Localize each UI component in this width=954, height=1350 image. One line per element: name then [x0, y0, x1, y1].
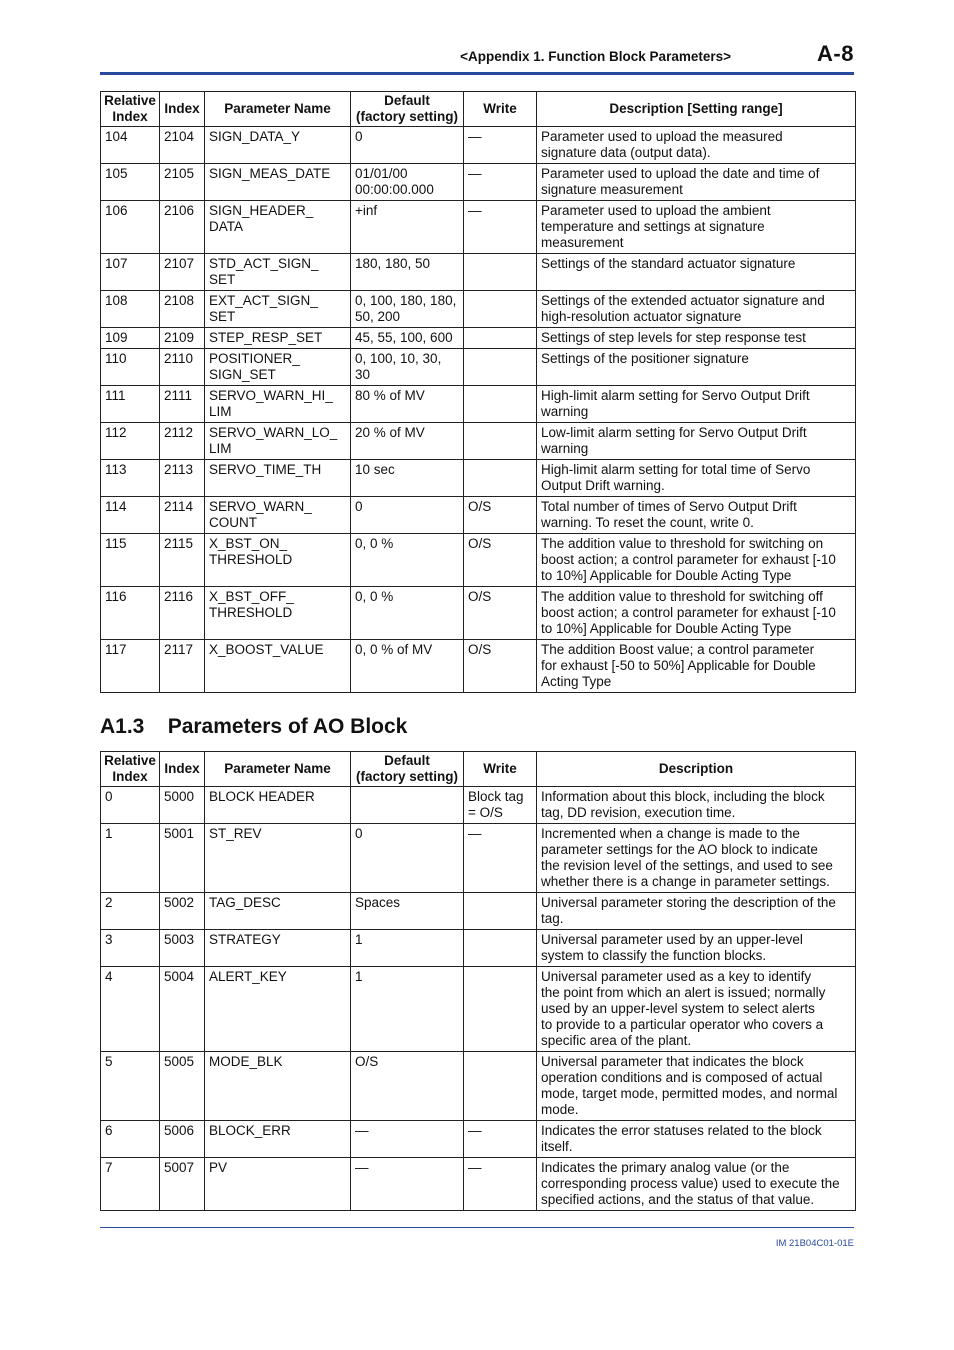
cell-default-value: +inf	[351, 201, 464, 254]
cell-relative-index: 108	[101, 291, 160, 328]
table-row	[101, 640, 856, 693]
cell-relative-index: 6	[101, 1121, 160, 1158]
cell-description: The addition value to threshold for switching off boost action; a control parameter for exhaust [-10 to 10%] Applicable for Double Acting Type	[537, 587, 856, 640]
cell-description: Parameter used to upload the measured signature data (output data).	[537, 127, 856, 164]
table-row	[101, 254, 856, 291]
column-header-relative-index: Relative Index	[101, 92, 160, 127]
cell-index: 5001	[160, 824, 205, 893]
cell-description: Parameter used to upload the ambient temperature and settings at signature measurement	[537, 201, 856, 254]
column-header-default-value: Default (factory setting)	[351, 752, 464, 787]
cell-index: 5004	[160, 967, 205, 1052]
cell-write: —	[464, 1158, 537, 1211]
cell-index: 2114	[160, 497, 205, 534]
cell-parameter-name: POSITIONER_ SIGN_SET	[205, 349, 351, 386]
cell-index: 5006	[160, 1121, 205, 1158]
cell-index: 2111	[160, 386, 205, 423]
cell-index: 2112	[160, 423, 205, 460]
cell-index: 5007	[160, 1158, 205, 1211]
cell-default-value	[351, 787, 464, 824]
cell-parameter-name: X_BOOST_VALUE	[205, 640, 351, 693]
cell-index: 2116	[160, 587, 205, 640]
cell-index: 2113	[160, 460, 205, 497]
cell-default-value: 1	[351, 967, 464, 1052]
cell-write	[464, 328, 537, 349]
cell-description: Universal parameter used as a key to identify the point from which an alert is issued; normally used by an upper-level system to select alerts to provide to a particular operator who covers a specific area of the plant.	[537, 967, 856, 1052]
cell-description: The addition value to threshold for switching on boost action; a control parameter for exhaust [-10 to 10%] Applicable for Double Acting Type	[537, 534, 856, 587]
cell-write	[464, 349, 537, 386]
table-body	[101, 787, 856, 1211]
cell-description: Settings of the positioner signature	[537, 349, 856, 386]
cell-default-value: 0	[351, 127, 464, 164]
cell-parameter-name: STEP_RESP_SET	[205, 328, 351, 349]
cell-default-value: 180, 180, 50	[351, 254, 464, 291]
cell-relative-index: 4	[101, 967, 160, 1052]
cell-index: 2108	[160, 291, 205, 328]
cell-default-value: 0, 0 %	[351, 587, 464, 640]
cell-relative-index: 109	[101, 328, 160, 349]
cell-relative-index: 106	[101, 201, 160, 254]
column-header-parameter-name: Parameter Name	[205, 752, 351, 787]
cell-parameter-name: ST_REV	[205, 824, 351, 893]
cell-default-value: 0, 0 % of MV	[351, 640, 464, 693]
cell-default-value: 0, 100, 10, 30, 30	[351, 349, 464, 386]
cell-index: 5003	[160, 930, 205, 967]
cell-index: 5005	[160, 1052, 205, 1121]
cell-description: Information about this block, including the block tag, DD revision, execution time.	[537, 787, 856, 824]
table-row	[101, 164, 856, 201]
cell-parameter-name: BLOCK_ERR	[205, 1121, 351, 1158]
cell-relative-index: 104	[101, 127, 160, 164]
table-row	[101, 1121, 856, 1158]
cell-write	[464, 1052, 537, 1121]
table-row	[101, 423, 856, 460]
cell-default-value: 1	[351, 930, 464, 967]
cell-write: O/S	[464, 587, 537, 640]
header-row	[101, 92, 856, 127]
cell-relative-index: 114	[101, 497, 160, 534]
cell-description: Universal parameter that indicates the block operation conditions and is composed of actual mode, target mode, permitted modes, and normal mode.	[537, 1052, 856, 1121]
section-number: A1.3	[100, 715, 145, 738]
cell-parameter-name: STRATEGY	[205, 930, 351, 967]
section-title: Parameters of AO Block	[167, 715, 408, 738]
cell-write: O/S	[464, 640, 537, 693]
table-row	[101, 787, 856, 824]
table-row	[101, 893, 856, 930]
table-row	[101, 534, 856, 587]
ao-block-parameter-table	[100, 751, 856, 1211]
cell-default-value: 0	[351, 824, 464, 893]
cell-index: 2105	[160, 164, 205, 201]
cell-relative-index: 1	[101, 824, 160, 893]
cell-default-value: Spaces	[351, 893, 464, 930]
section-heading	[100, 714, 407, 740]
cell-index: 2115	[160, 534, 205, 587]
table-row	[101, 497, 856, 534]
cell-write	[464, 386, 537, 423]
cell-index: 2106	[160, 201, 205, 254]
column-header-write: Write	[464, 752, 537, 787]
cell-parameter-name: SERVO_WARN_LO_ LIM	[205, 423, 351, 460]
column-header-relative-index: Relative Index	[101, 752, 160, 787]
cell-description: Settings of the standard actuator signature	[537, 254, 856, 291]
cell-relative-index: 105	[101, 164, 160, 201]
table-row	[101, 967, 856, 1052]
cell-parameter-name: PV	[205, 1158, 351, 1211]
cell-default-value: 10 sec	[351, 460, 464, 497]
cell-parameter-name: X_BST_ON_ THRESHOLD	[205, 534, 351, 587]
cell-write: O/S	[464, 534, 537, 587]
table-row	[101, 201, 856, 254]
table-row	[101, 291, 856, 328]
cell-description: Universal parameter used by an upper-level system to classify the function blocks.	[537, 930, 856, 967]
cell-description: High-limit alarm setting for total time of Servo Output Drift warning.	[537, 460, 856, 497]
cell-index: 2109	[160, 328, 205, 349]
cell-parameter-name: EXT_ACT_SIGN_ SET	[205, 291, 351, 328]
cell-description: Indicates the error statuses related to the block itself.	[537, 1121, 856, 1158]
cell-write: Block tag = O/S	[464, 787, 537, 824]
cell-relative-index: 107	[101, 254, 160, 291]
cell-relative-index: 110	[101, 349, 160, 386]
column-header-description: Description	[537, 752, 856, 787]
table-body	[101, 127, 856, 693]
cell-parameter-name: SERVO_WARN_HI_ LIM	[205, 386, 351, 423]
cell-parameter-name: X_BST_OFF_ THRESHOLD	[205, 587, 351, 640]
cell-relative-index: 117	[101, 640, 160, 693]
cell-index: 5000	[160, 787, 205, 824]
column-header-description: Description [Setting range]	[537, 92, 856, 127]
cell-write	[464, 930, 537, 967]
footer-rule	[100, 1227, 854, 1228]
table-row	[101, 1052, 856, 1121]
cell-description: Universal parameter storing the description of the tag.	[537, 893, 856, 930]
cell-default-value: 20 % of MV	[351, 423, 464, 460]
table-row	[101, 824, 856, 893]
cell-relative-index: 2	[101, 893, 160, 930]
cell-write: —	[464, 164, 537, 201]
parameter-table-continued	[100, 91, 856, 693]
cell-parameter-name: SIGN_MEAS_DATE	[205, 164, 351, 201]
cell-relative-index: 115	[101, 534, 160, 587]
cell-default-value: 0	[351, 497, 464, 534]
cell-index: 5002	[160, 893, 205, 930]
cell-description: Incremented when a change is made to the parameter settings for the AO block to indicate the revision level of the settings, and used to see whether there is a change in parameter settings.	[537, 824, 856, 893]
table-header	[101, 92, 856, 127]
cell-write	[464, 893, 537, 930]
cell-parameter-name: SERVO_TIME_TH	[205, 460, 351, 497]
table-row	[101, 386, 856, 423]
cell-write: —	[464, 1121, 537, 1158]
cell-write: —	[464, 824, 537, 893]
cell-index: 2117	[160, 640, 205, 693]
cell-default-value: 45, 55, 100, 600	[351, 328, 464, 349]
cell-default-value: 0, 100, 180, 180, 50, 200	[351, 291, 464, 328]
cell-write	[464, 423, 537, 460]
cell-write: O/S	[464, 497, 537, 534]
header-rule	[100, 72, 854, 75]
running-header: <Appendix 1. Function Block Parameters>	[460, 49, 731, 64]
table-header	[101, 752, 856, 787]
cell-relative-index: 113	[101, 460, 160, 497]
table-row	[101, 587, 856, 640]
column-header-parameter-name: Parameter Name	[205, 92, 351, 127]
cell-parameter-name: STD_ACT_SIGN_ SET	[205, 254, 351, 291]
cell-write	[464, 460, 537, 497]
cell-description: Settings of step levels for step response test	[537, 328, 856, 349]
header-row	[101, 752, 856, 787]
cell-parameter-name: TAG_DESC	[205, 893, 351, 930]
column-header-index: Index	[160, 752, 205, 787]
cell-parameter-name: MODE_BLK	[205, 1052, 351, 1121]
table-row	[101, 1158, 856, 1211]
cell-relative-index: 0	[101, 787, 160, 824]
cell-parameter-name: BLOCK HEADER	[205, 787, 351, 824]
cell-parameter-name: SERVO_WARN_ COUNT	[205, 497, 351, 534]
table-row	[101, 460, 856, 497]
cell-relative-index: 5	[101, 1052, 160, 1121]
document-number: IM 21B04C01-01E	[775, 1238, 854, 1249]
cell-relative-index: 112	[101, 423, 160, 460]
cell-description: Low-limit alarm setting for Servo Output Drift warning	[537, 423, 856, 460]
cell-write	[464, 291, 537, 328]
cell-description: Parameter used to upload the date and time of signature measurement	[537, 164, 856, 201]
cell-parameter-name: SIGN_HEADER_ DATA	[205, 201, 351, 254]
cell-write: —	[464, 201, 537, 254]
cell-write: —	[464, 127, 537, 164]
table-row	[101, 930, 856, 967]
cell-default-value: 0, 0 %	[351, 534, 464, 587]
column-header-index: Index	[160, 92, 205, 127]
table-row	[101, 328, 856, 349]
table-row	[101, 127, 856, 164]
cell-description: Total number of times of Servo Output Drift warning. To reset the count, write 0.	[537, 497, 856, 534]
cell-description: Indicates the primary analog value (or the corresponding process value) used to execute the specified actions, and the status of that value.	[537, 1158, 856, 1211]
cell-default-value: —	[351, 1158, 464, 1211]
cell-description: The addition Boost value; a control parameter for exhaust [-50 to 50%] Applicable for Double Acting Type	[537, 640, 856, 693]
cell-parameter-name: SIGN_DATA_Y	[205, 127, 351, 164]
cell-parameter-name: ALERT_KEY	[205, 967, 351, 1052]
cell-index: 2107	[160, 254, 205, 291]
cell-default-value: 01/01/00 00:00:00.000	[351, 164, 464, 201]
column-header-write: Write	[464, 92, 537, 127]
cell-relative-index: 116	[101, 587, 160, 640]
cell-relative-index: 111	[101, 386, 160, 423]
cell-write	[464, 967, 537, 1052]
cell-write	[464, 254, 537, 291]
column-header-default-value: Default (factory setting)	[351, 92, 464, 127]
cell-relative-index: 7	[101, 1158, 160, 1211]
cell-index: 2104	[160, 127, 205, 164]
cell-index: 2110	[160, 349, 205, 386]
cell-default-value: O/S	[351, 1052, 464, 1121]
page-number: A-8	[817, 41, 854, 66]
cell-description: Settings of the extended actuator signature and high-resolution actuator signature	[537, 291, 856, 328]
cell-description: High-limit alarm setting for Servo Output Drift warning	[537, 386, 856, 423]
cell-relative-index: 3	[101, 930, 160, 967]
table-row	[101, 349, 856, 386]
cell-default-value: —	[351, 1121, 464, 1158]
cell-default-value: 80 % of MV	[351, 386, 464, 423]
